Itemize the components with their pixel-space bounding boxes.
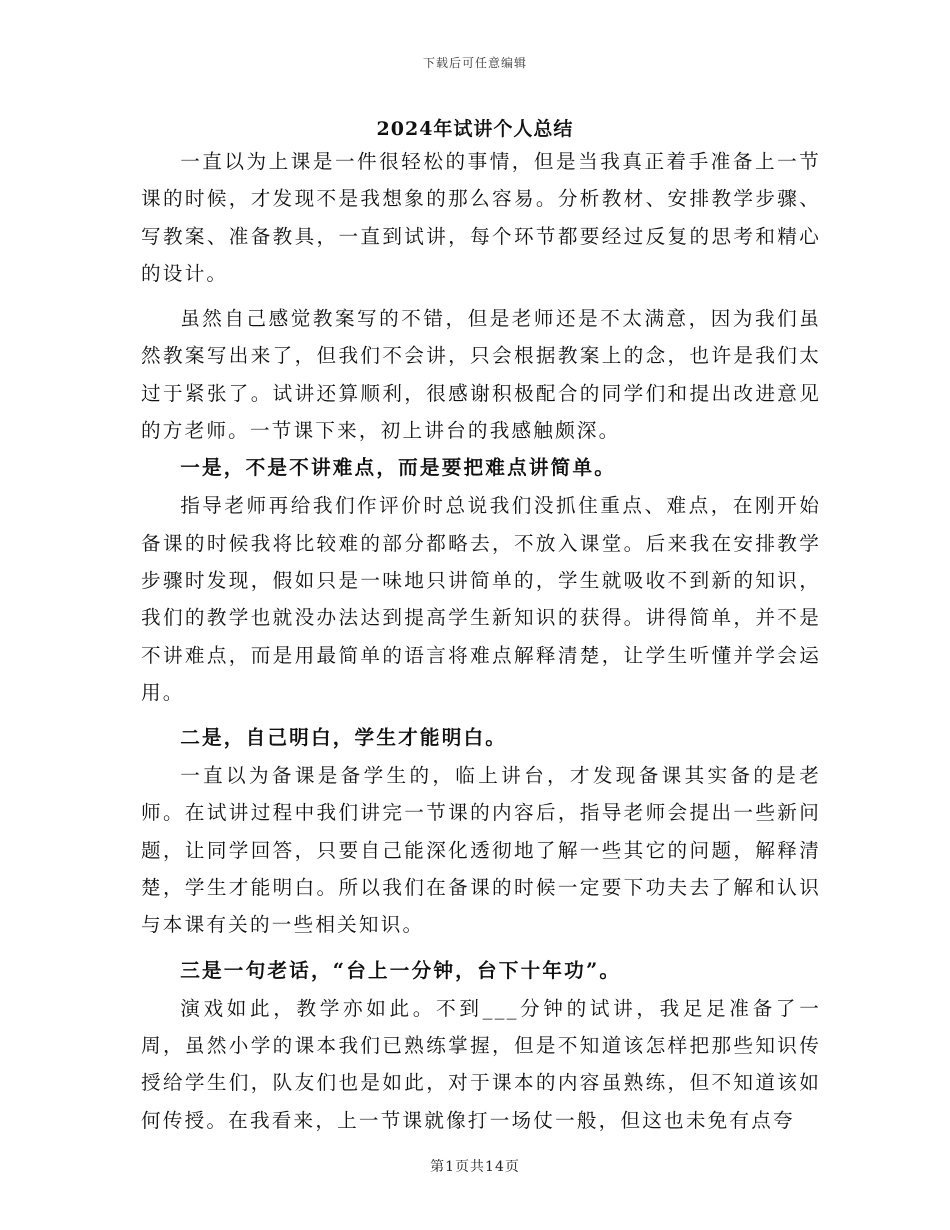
- paragraph-difficulty: 指导老师再给我们作评价时总说我们没抓住重点、难点，在刚开始备课的时候我将比较难的部分都略去，不放入课堂。后来我在安排教学步骤时发现，假如只是一味地只讲简单的，学生就吸收不到新的知识，我们的教学也就没办法达到提高学生新知识的获得。讲得简单，并不是不讲难点，而是用最简单的语言将难点解释清楚，让学生听懂并学会运用。: [141, 494, 821, 704]
- section-heading-two: 二是，自己明白，学生才能明白。: [180, 726, 508, 750]
- paragraph-preparation: 演戏如此，教学亦如此。不到___分钟的试讲，我足足准备了一周，虽然小学的课本我们已熟练掌握，但是不知道该怎样把那些知识传授给学生们，队友们也是如此，对于课本的内容虽熟练，但不知道该如何传授。在我看来，上一节课就像打一场仗一般，但这也未免有点夸: [141, 996, 821, 1132]
- document-body: [141, 143, 821, 1139]
- paragraph-gap: [141, 711, 821, 719]
- paragraph-intro: 一直以为上课是一件很轻松的事情，但是当我真正着手准备上一节课的时候，才发现不是我想象的那么容易。分析教材、安排教学步骤、写教案、准备教具，一直到试讲，每个环节都要经过反复的思考和精心的设计。: [141, 150, 821, 285]
- header-note: 下载后可任意编辑: [422, 56, 527, 70]
- section-heading-one: 一是，不是不讲难点，而是要把难点讲简单。: [180, 456, 617, 480]
- page-footer: 第1页共14页: [430, 1159, 520, 1175]
- paragraph-lesson-plan: 虽然自己感觉教案写的不错，但是老师还是不太满意，因为我们虽然教案写出来了，但我们不会讲，只会根据教案上的念，也许是我们太过于紧张了。试讲还算顺利，很感谢积极配合的同学们和提出改进意见的方老师。一节课下来，初上讲台的我感触颇深。: [141, 307, 821, 443]
- paragraph-gap: [141, 292, 821, 300]
- section-heading-three: 三是一句老话，“台上一分钟，台下十年功”。: [180, 958, 622, 982]
- paragraph-gap: [141, 944, 821, 952]
- paragraph-understanding: 一直以为备课是备学生的，临上讲台，才发现备课其实备的是老师。在试讲过程中我们讲完一节课的内容后，指导老师会提出一些新问题，让同学回答，只要自己能深化透彻地了解一些其它的问题，解释清楚，学生才能明白。所以我们在备课的时候一定要下功夫去了解和认识与本课有关的一些相关知识。: [141, 764, 821, 937]
- document-title: 2024年试讲个人总结: [376, 118, 574, 140]
